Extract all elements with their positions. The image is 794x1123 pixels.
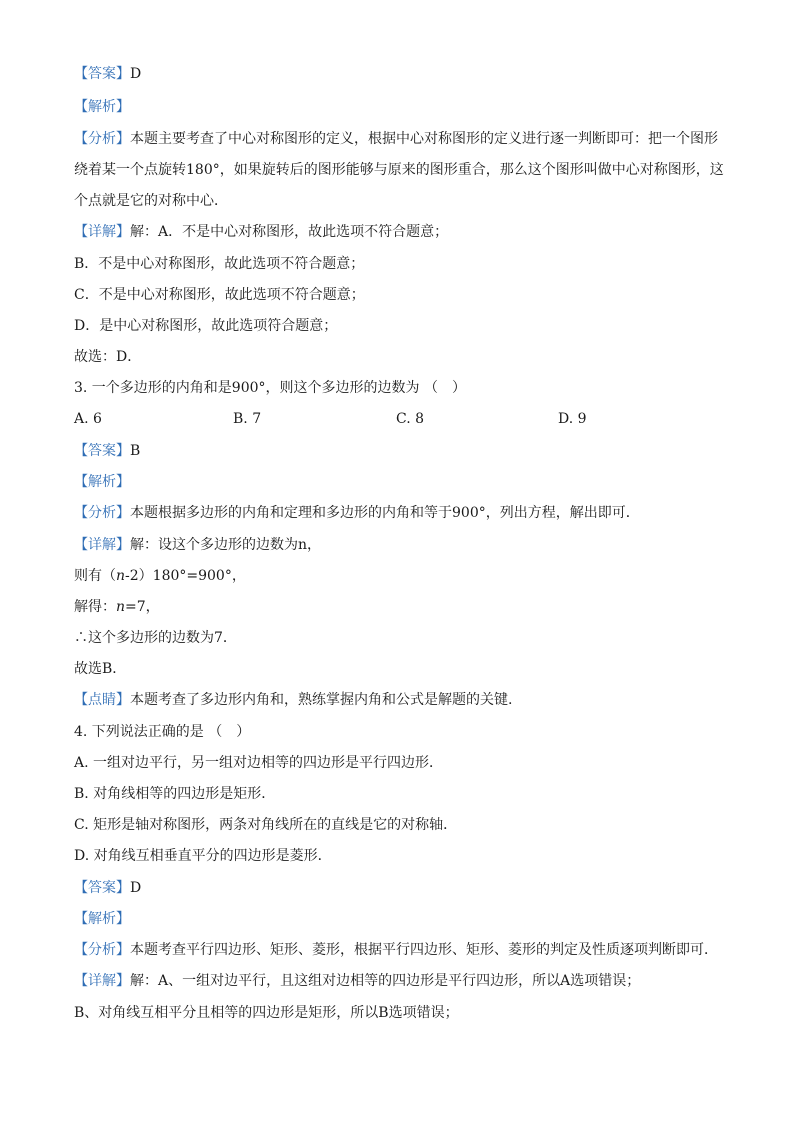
detail-text: =7， xyxy=(125,599,160,615)
answer-tag: 【答案】 xyxy=(74,443,130,459)
q4-option-d xyxy=(74,846,332,866)
option-text: D. 对角线互相垂直平分的四边形是菱形． xyxy=(74,848,332,864)
answer-value: D xyxy=(130,66,142,82)
q2-conclusion xyxy=(74,347,141,367)
explain-tag: 【解析】 xyxy=(74,99,130,115)
q4-detail-line-2 xyxy=(74,1003,459,1023)
q3-stem xyxy=(74,378,466,398)
question-text: 4. 下列说法正确的是 （ ） xyxy=(74,724,251,740)
analysis-text: 本题根据多边形的内角和定理和多边形的内角和等于900°，列出方程，解出即可． xyxy=(130,505,640,521)
detail-tag: 【详解】 xyxy=(74,537,130,553)
q3-detail-line-2 xyxy=(74,566,246,586)
detail-text: 解：A、一组对边平行，且这组对边相等的四边形是平行四边形，所以A选项错误； xyxy=(130,973,641,989)
analysis-text: 个点就是它的对称中心． xyxy=(74,193,228,209)
q2-analysis-line-3 xyxy=(74,191,228,211)
detail-text: ∴这个多边形的边数为7． xyxy=(74,630,237,646)
analysis-text: 本题主要考查了中心对称图形的定义，根据中心对称图形的定义进行逐一判断即可：把一个图形 xyxy=(130,131,718,147)
q3-analysis-line xyxy=(74,503,640,523)
conclusion-text: 故选B． xyxy=(74,661,127,677)
q4-option-a xyxy=(74,753,443,773)
analysis-text: 本题考查平行四边形、矩形、菱形，根据平行四边形、矩形、菱形的判定及性质逐项判断即可． xyxy=(130,942,718,958)
detail-text: B、对角线互相平分且相等的四边形是矩形，所以B选项错误； xyxy=(74,1005,459,1021)
answer-tag: 【答案】 xyxy=(74,66,130,82)
answer-value: B xyxy=(130,443,141,459)
q2-explain-line xyxy=(74,97,130,117)
q3-option-c: C. 8 xyxy=(396,411,425,427)
q3-explain-line xyxy=(74,472,130,492)
analysis-text: 绕着某一个点旋转180°，如果旋转后的图形能够与原来的图形重合，那么这个图形叫做中心对称图形，这 xyxy=(74,162,724,178)
q2-detail-line-4 xyxy=(74,316,337,336)
variable-n: n xyxy=(116,599,126,615)
q4-option-b xyxy=(74,784,275,804)
detail-tag: 【详解】 xyxy=(74,224,130,240)
q2-detail-line-1 xyxy=(74,222,448,242)
detail-text: 则有（ xyxy=(74,568,116,584)
answer-tag: 【答案】 xyxy=(74,880,130,896)
option-text: C. 矩形是轴对称图形，两条对角线所在的直线是它的对称轴． xyxy=(74,817,458,833)
explain-tag: 【解析】 xyxy=(74,474,130,490)
analysis-tag: 【分析】 xyxy=(74,505,130,521)
q3-option-d: D. 9 xyxy=(558,411,587,427)
q3-option-a: A. 6 xyxy=(74,411,102,427)
answer-value: D xyxy=(130,880,142,896)
analysis-tag: 【分析】 xyxy=(74,942,130,958)
q3-conclusion xyxy=(74,659,126,679)
q2-detail-line-2 xyxy=(74,254,364,274)
q4-answer-line xyxy=(74,878,141,898)
q4-detail-line-1 xyxy=(74,971,640,991)
q3-answer-line xyxy=(74,441,140,461)
q2-analysis-line-1 xyxy=(74,129,718,149)
comment-text: 本题考查了多边形内角和，熟练掌握内角和公式是解题的关键. xyxy=(130,692,513,708)
option-text: A. 一组对边平行，另一组对边相等的四边形是平行四边形． xyxy=(74,755,444,771)
detail-text: 解：A．不是中心对称图形，故此选项不符合题意； xyxy=(130,224,449,240)
detail-text: 解得： xyxy=(74,599,116,615)
variable-n: n xyxy=(116,568,126,584)
q4-explain-line xyxy=(74,909,130,929)
analysis-tag: 【分析】 xyxy=(74,131,130,147)
conclusion-text: 故选：D． xyxy=(74,349,142,365)
detail-text: C．不是中心对称图形，故此选项不符合题意； xyxy=(74,287,365,303)
q3-detail-line-1 xyxy=(74,535,321,555)
option-text: B. 对角线相等的四边形是矩形． xyxy=(74,786,276,802)
q3-detail-line-3 xyxy=(74,597,160,617)
detail-text: B．不是中心对称图形，故此选项不符合题意； xyxy=(74,256,365,272)
explain-tag: 【解析】 xyxy=(74,911,130,927)
question-text: 3. 一个多边形的内角和是900°，则这个多边形的边数为 （ ） xyxy=(74,380,466,396)
detail-text: 解：设这个多边形的边数为n， xyxy=(130,537,322,553)
q2-detail-line-3 xyxy=(74,285,365,305)
comment-tag: 【点睛】 xyxy=(74,692,130,708)
q3-detail-line-4 xyxy=(74,628,237,648)
detail-tag: 【详解】 xyxy=(74,973,130,989)
detail-text: -2）180°=900°， xyxy=(125,568,246,584)
detail-text: D．是中心对称图形，故此选项符合题意； xyxy=(74,318,338,334)
q3-option-b: B. 7 xyxy=(233,411,262,427)
q4-analysis-line xyxy=(74,940,718,960)
q2-answer-line xyxy=(74,64,141,84)
q2-analysis-line-2 xyxy=(74,160,724,180)
q3-comment-line xyxy=(74,690,512,710)
q4-stem xyxy=(74,722,250,742)
q4-option-c xyxy=(74,815,457,835)
